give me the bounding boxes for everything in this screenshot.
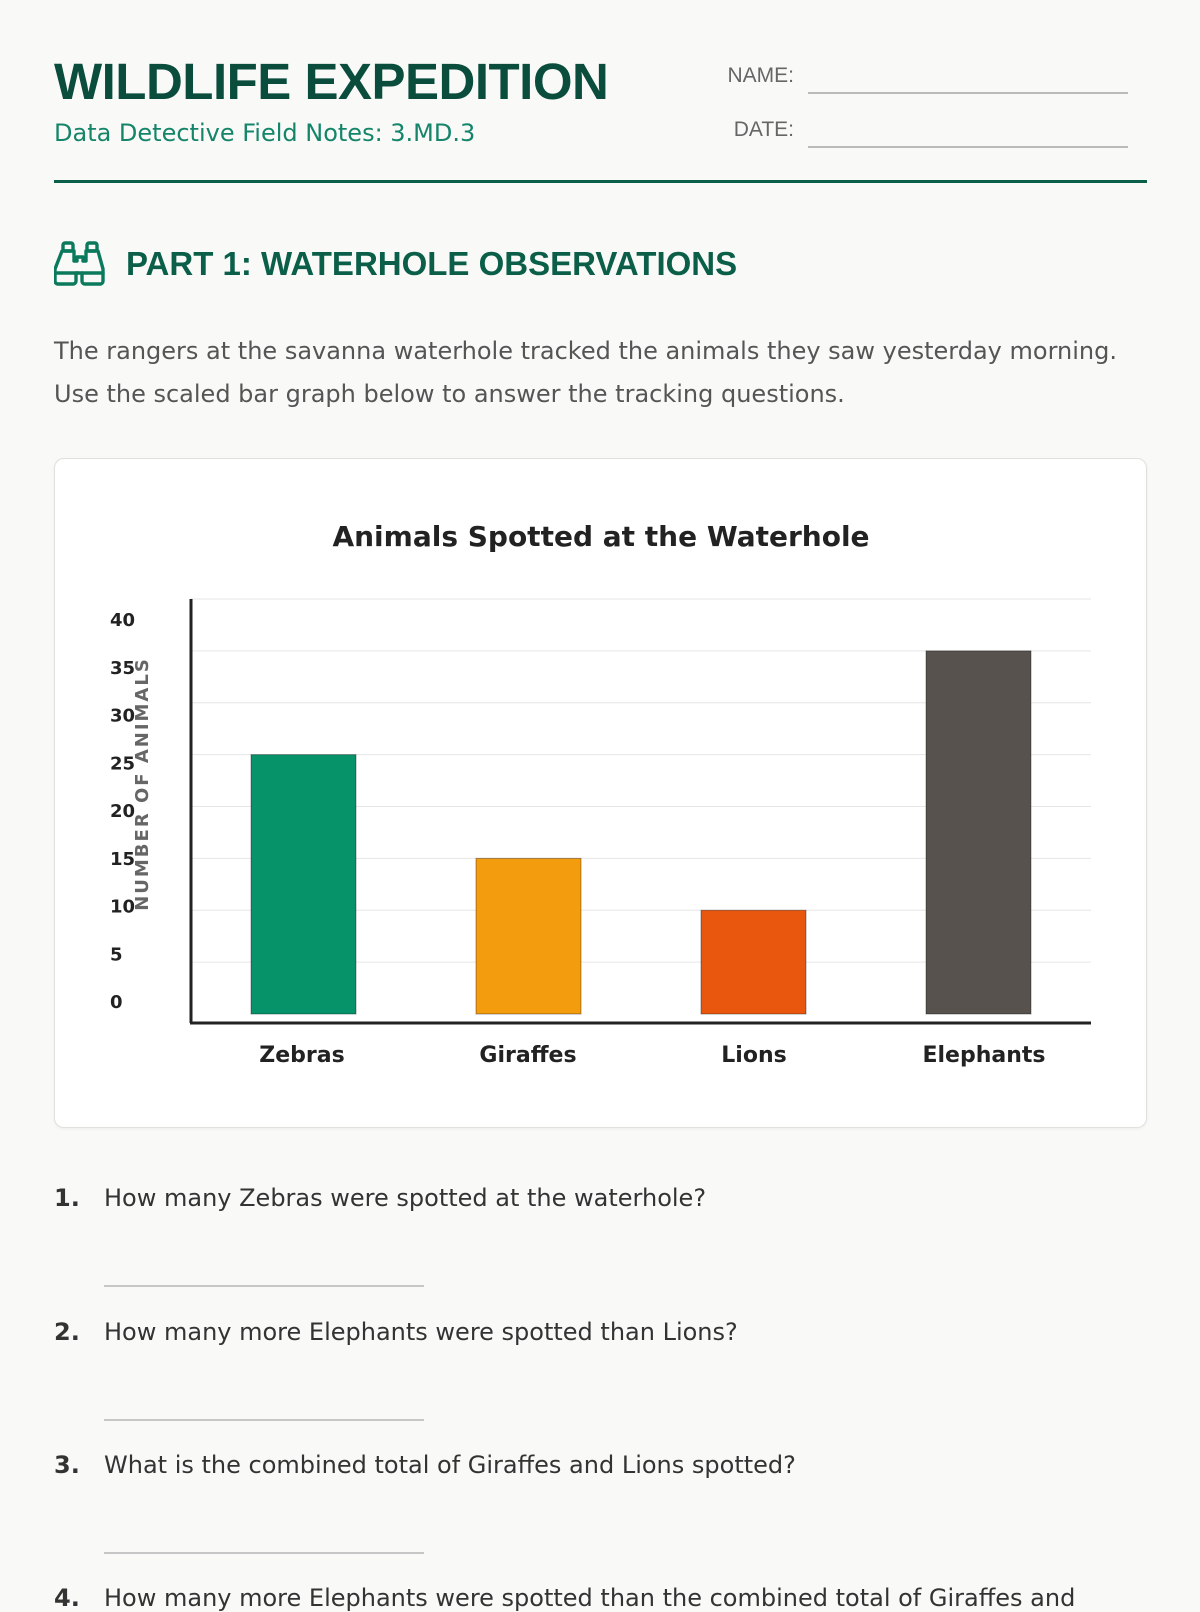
- question-text: How many more Elephants were spotted than Lions?: [104, 1318, 738, 1346]
- y-tick-label: 0: [110, 992, 123, 1013]
- binoculars-icon: [54, 238, 106, 290]
- question-text: What is the combined total of Giraffes and Lions spotted?: [104, 1451, 796, 1479]
- y-tick-label: 35: [110, 657, 136, 679]
- y-axis-title: NUMBER OF ANIMALS: [132, 657, 153, 911]
- intro-line: Use the scaled bar graph below to answer the tracking questions.: [54, 380, 845, 408]
- y-tick-label: 10: [110, 896, 136, 918]
- x-category-label: Zebras: [259, 1043, 345, 1068]
- worksheet-page: [54, 0, 1147, 1612]
- y-tick-label: 30: [110, 705, 136, 727]
- chart-title: Animals Spotted at the Waterhole: [332, 520, 870, 553]
- answer-line[interactable]: [104, 1419, 424, 1421]
- worksheet-subtitle: Data Detective Field Notes: 3.MD.3: [54, 119, 476, 147]
- question-number: 1.: [54, 1184, 80, 1212]
- x-category-label: Lions: [721, 1043, 787, 1068]
- question-number: 2.: [54, 1318, 80, 1346]
- question-number: 3.: [54, 1451, 80, 1479]
- bar-zebras: [251, 755, 356, 1014]
- section-title: PART 1: WATERHOLE OBSERVATIONS: [126, 245, 738, 282]
- answer-line[interactable]: [104, 1552, 424, 1554]
- bar-chart: [55, 459, 1146, 1127]
- date-field: [654, 112, 1128, 148]
- section-heading: [54, 238, 737, 290]
- intro-paragraph: [54, 330, 1147, 416]
- bar-giraffes: [476, 858, 581, 1014]
- y-tick-label: 15: [110, 848, 136, 870]
- name-label: NAME:: [727, 64, 794, 87]
- date-label: DATE:: [733, 118, 794, 141]
- worksheet-title: WILDLIFE EXPEDITION: [54, 53, 609, 110]
- answer-line[interactable]: [104, 1285, 424, 1287]
- name-field: [654, 58, 1128, 94]
- y-tick-label: 20: [110, 801, 136, 822]
- y-tick-label: 25: [110, 753, 136, 775]
- header-divider: [54, 180, 1147, 183]
- date-input-line[interactable]: [808, 112, 1128, 148]
- x-category-label: Giraffes: [479, 1043, 577, 1068]
- bar-chart-card: [54, 458, 1147, 1128]
- bar-lions: [701, 910, 806, 1014]
- question-text: How many more Elephants were spotted than the combined total of Giraffes and: [104, 1584, 1076, 1612]
- name-input-line[interactable]: [808, 58, 1128, 94]
- bar-elephants: [926, 651, 1031, 1014]
- intro-line: The rangers at the savanna waterhole tracked the animals they saw yesterday morning.: [54, 337, 1117, 365]
- x-category-label: Elephants: [922, 1043, 1046, 1068]
- y-tick-label: 40: [110, 610, 136, 631]
- question-text: How many Zebras were spotted at the waterhole?: [104, 1184, 707, 1212]
- question-number: 4.: [54, 1584, 80, 1612]
- y-tick-label: 5: [110, 944, 123, 966]
